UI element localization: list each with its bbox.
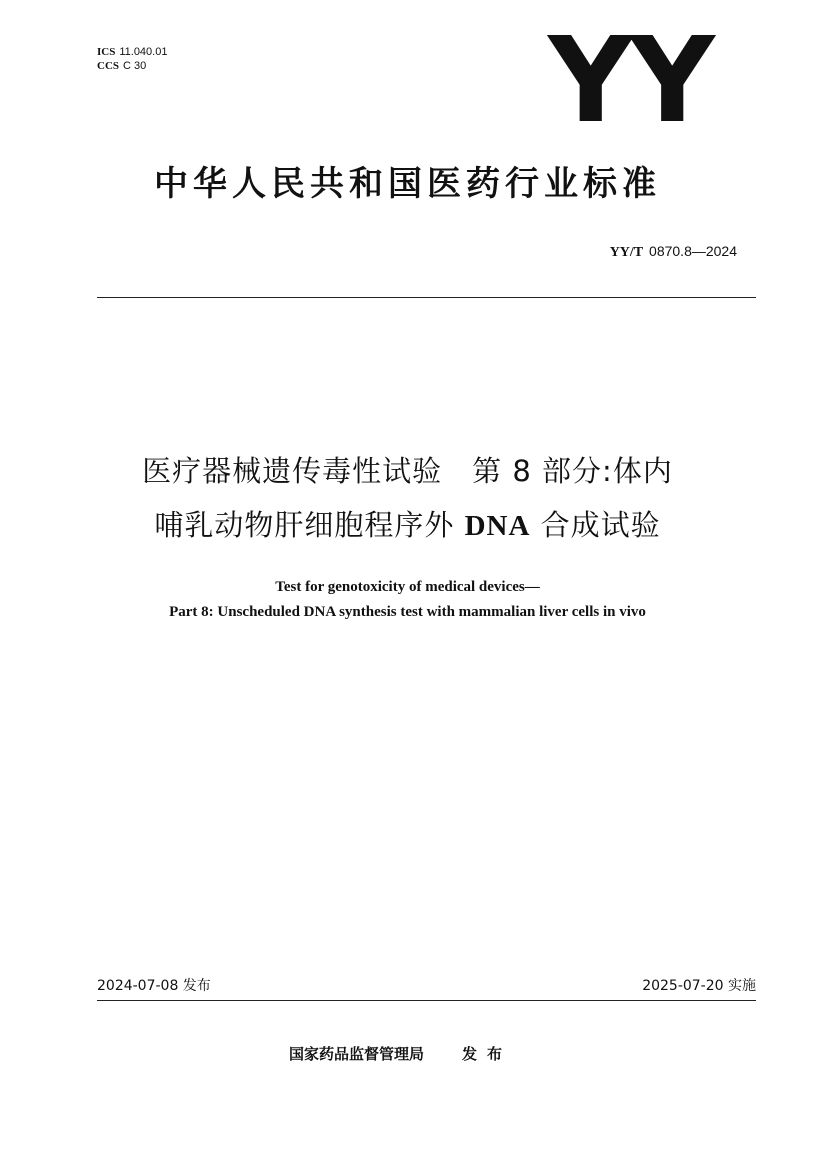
- standard-number: [610, 242, 737, 262]
- publisher-name: 国家药品监督管理局: [289, 1045, 425, 1063]
- ics-value: 11.040.01: [119, 46, 168, 58]
- title-cn-line2-dna: DNA: [464, 510, 531, 542]
- yy-logo: YY: [548, 11, 711, 149]
- title-cn-line2-part-c: 合成试验: [530, 508, 661, 542]
- bottom-divider: [97, 1000, 756, 1001]
- standard-number-value: 0870.8—2024: [649, 243, 737, 259]
- document-title-en-line1: Test for genotoxicity of medical devices—: [275, 579, 540, 595]
- standard-number-prefix: YY/T: [609, 245, 644, 260]
- issue-date: 2024-07-08 发布: [97, 978, 211, 994]
- ccs-code: [97, 59, 167, 73]
- ccs-value: C 30: [123, 60, 147, 72]
- classification-codes: [97, 45, 167, 73]
- document-title-en-line2: Part 8: Unscheduled DNA synthesis test with mammalian liver cells in vivo: [169, 604, 646, 620]
- document-title-cn-line2: [0, 505, 815, 546]
- standard-category-title: 中华人民共和国医药行业标准: [154, 164, 661, 204]
- publisher: [289, 1044, 512, 1064]
- publisher-action: 发布: [462, 1045, 513, 1063]
- top-divider: [97, 297, 756, 298]
- title-cn-line2-part-a: 哺乳动物肝细胞程序外: [154, 508, 465, 542]
- ccs-label: CCS: [97, 60, 120, 72]
- document-title-cn-line1: 医疗器械遗传毒性试验 第 8 部分:体内: [142, 454, 673, 488]
- implementation-date: 2025-07-20 实施: [642, 978, 756, 994]
- ics-code: [97, 45, 167, 59]
- ics-label: ICS: [97, 46, 116, 58]
